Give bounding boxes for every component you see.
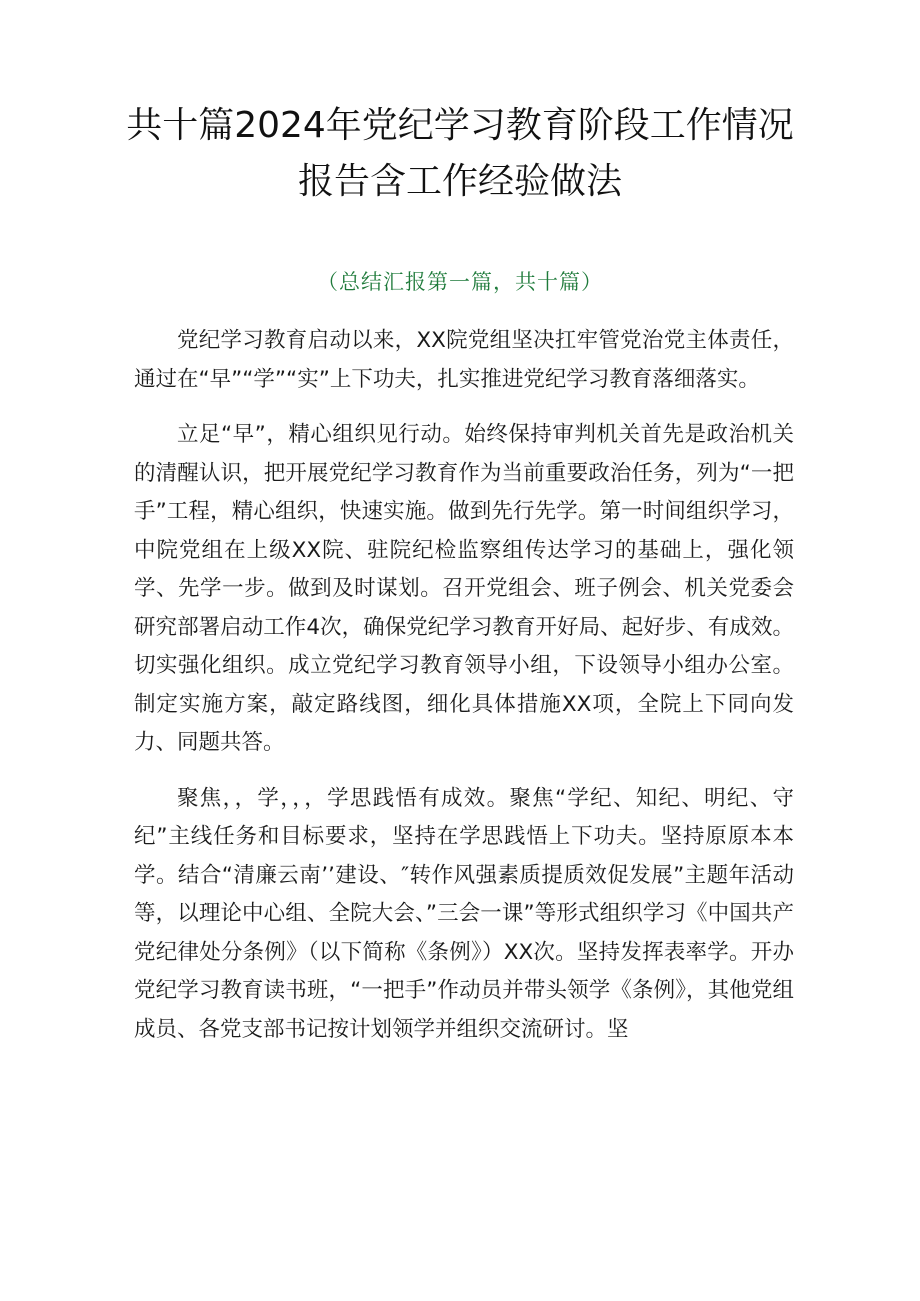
document-title-line-1: 共十篇2024年党纪学习教育阶段工作情况 xyxy=(126,105,794,146)
paragraph-early: 立足“早”，精心组织见行动。始终保持审判机关首先是政治机关的清醒认识，把开展党纪学习教育作为当前重要政治任务，列为“一把手”工程，精心组织，快速实施。做到先行先学。第一时间组织学习，中院党组在上级XX院、驻院纪检监察组传达学习的基础上，强化领学、先学一步。做到及时谋划。召开党组会、班子例会、机关党委会研究部署启动工作4次，确保党纪学习教育开好局、起好步、有成效。切实强化组织。成立党纪学习教育领导小组，下设领导小组办公室。制定实施方案，敲定路线图，细化具体措施XX项，全院上下同向发力、同题共答。 xyxy=(134,422,794,755)
document-title xyxy=(0,98,920,210)
document-subtitle: （总结汇报第一篇，共十篇） xyxy=(317,270,603,294)
document-title-line-2: 报告含工作经验做法 xyxy=(297,161,622,202)
paragraph-intro: 党纪学习教育启动以来，XX院党组坚决扛牢管党治党主体责任，通过在“早”“学”“实”上下功夫，扎实推进党纪学习教育落细落实。 xyxy=(134,328,794,392)
paragraph-study: 聚焦，，学，，，学思践悟有成效。聚焦“学纪、知纪、明纪、守纪”主线任务和目标要求，坚持在学思践悟上下功夫。坚持原原本本学。结合“清廉云南’’建设、″转作风强素质提质效促发展”主题年活动等，以理论中心组、全院大会、”三会一课”等形式组织学习《中国共产党纪律处分条例》（以下简称《条例》）XX次。坚持发挥表率学。开办党纪学习教育读书班，“一把手”作动员并带头领学《条例》，其他党组成员、各党支部书记按计划领学并组织交流研讨。坚 xyxy=(134,785,794,1042)
document-body xyxy=(134,322,794,1066)
